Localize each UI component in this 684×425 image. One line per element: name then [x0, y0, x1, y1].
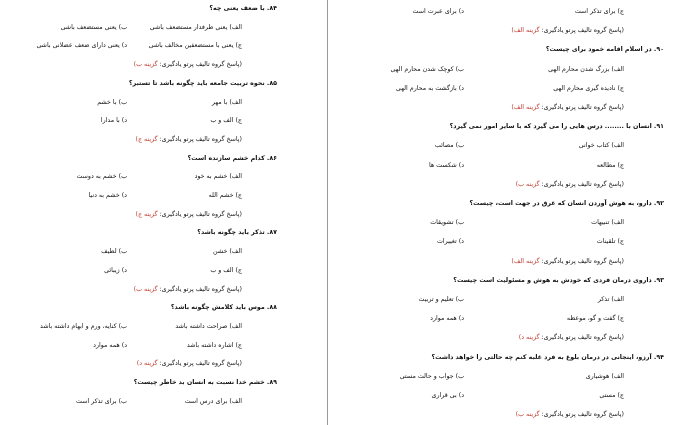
option-left: د) بازگشت به محارم الهی: [395, 84, 464, 92]
option-left: د) یعنی دارای ضعف عضلانی باشی: [36, 42, 127, 50]
option-left: ب) تشویقات: [430, 219, 464, 227]
answer-prefix: (پاسخ گروه تالیف پرتو یادگیری:: [159, 285, 242, 293]
option-right: ج) نادیده گیری محارم الهی: [553, 84, 624, 92]
option-left: ب) یعنی مستضعف باشی: [60, 23, 127, 31]
question: ۸۴. با ضعف یعنی چه؟: [209, 5, 277, 12]
answer-line: [137, 358, 242, 370]
option-right: ج) الف و ب: [210, 117, 242, 125]
option-left: ب) برای تذکر است: [75, 397, 127, 405]
answer-prefix: (پاسخ گروه تالیف پرتو یادگیری:: [541, 104, 624, 111]
option-left: ب) کنایه، ورم و ابهام داشته باشد: [40, 322, 127, 330]
answer-prefix: (پاسخ گروه تالیف پرتو یادگیری:: [159, 210, 242, 218]
answer-key: گزینه د): [518, 334, 542, 342]
answer-line: [516, 409, 624, 421]
question: ۸۵. نحوه تربیت جامعه باید چگونه باشد تا تستبر؟: [128, 79, 277, 87]
option-right: ج) گفت و گو، موعظه: [566, 315, 624, 323]
page-divider: [327, 0, 328, 425]
answer-key: گزینه الف): [511, 27, 542, 35]
option-right: الف) با مهر: [211, 98, 242, 106]
option-right: الف) تنبیهات: [591, 219, 624, 227]
answer-key: گزینه ب): [515, 411, 542, 419]
option-right: الف) برای درس است: [184, 397, 242, 405]
answer-prefix: (پاسخ گروه تالیف پرتو یادگیری:: [541, 334, 624, 342]
option-left: د) بی قراری: [431, 392, 464, 399]
right-page: [332, 0, 684, 425]
option-right: ج) مستی: [599, 392, 624, 399]
answer-prefix: (پاسخ گروه تالیف پرتو یادگیری:: [159, 61, 242, 69]
question: ۹۰. در اسلام اقامه خمود برای چیست؟: [545, 46, 664, 54]
question: ۸۷. تذکر باید چگونه باشد؟: [197, 229, 277, 237]
option-left: ب) تعلیم و تربیت: [418, 296, 464, 303]
option-right: ج) مطالعه: [596, 161, 624, 169]
answer-key: گزینه ب): [515, 180, 542, 188]
option-right: ج) تلقینات: [596, 238, 624, 246]
option-right: ج) اشاره داشته باشد: [186, 341, 242, 349]
option-left: د) برای عبرت است: [412, 8, 464, 15]
answer-prefix: (پاسخ گروه تالیف پرتو یادگیری:: [541, 180, 624, 188]
option-left: د) همه موارد: [93, 341, 127, 349]
option-right: الف) تذکر: [597, 296, 624, 303]
option-right: الف) خشن: [213, 248, 242, 256]
question: ۸۸. موس باید کلامش چگونه باشد؟: [170, 304, 277, 312]
question: ۸۶. کدام خشم سازنده است؟: [187, 154, 277, 162]
option-left: ب) جواب و حالت مستی: [399, 372, 464, 380]
answer-line: [136, 134, 242, 146]
answer-line: [519, 332, 624, 344]
answer-line: [516, 179, 624, 191]
option-left: د) همه موارد: [430, 315, 464, 323]
answer-line: [511, 102, 624, 114]
answer-key: گزینه الف): [511, 257, 542, 265]
answer-line: [511, 256, 624, 268]
answer-key: گزینه ج): [135, 135, 160, 143]
option-left: ب) خشم به دوست: [76, 173, 127, 181]
question: ۸۹. خشم خدا نسبت به انسان بد خاطر چیست؟: [133, 379, 277, 386]
option-left: د) زیبائی: [104, 266, 127, 274]
option-right: الف) خشم به خود: [194, 173, 242, 181]
answer-prefix: (پاسخ گروه تالیف پرتو یادگیری:: [159, 135, 242, 143]
option-left: ب) کوچک شدن محارم الهی: [390, 65, 464, 73]
answer-line: [134, 284, 242, 296]
option-left: د) تغییرات: [436, 238, 464, 246]
option-left: ب) مصائب: [434, 142, 464, 150]
answer-key: گزینه ب): [133, 285, 160, 293]
option-right: ج) برای تذکر است: [574, 8, 624, 15]
answer-key: گزینه ب): [133, 61, 160, 69]
option-left: د) با مدارا: [100, 117, 127, 125]
question: ۹۳. داروی درمان فردی که خودش به هوش و مسئولیت است چیست؟: [453, 276, 664, 284]
answer-line: [134, 59, 242, 71]
option-left: ب) لطیف: [101, 248, 127, 256]
option-right: الف) هوشیاری: [585, 372, 624, 380]
option-right: ج) الف و ب: [210, 266, 242, 274]
option-right: ج) خشم الله: [208, 192, 242, 199]
left-page: [0, 0, 322, 425]
option-right: الف) کتاب خوانی: [578, 142, 624, 150]
option-right: الف) یعنی طرفدار مستضعف باشی: [149, 23, 242, 31]
option-right: الف) بزرگ شدن محارم الهی: [548, 65, 624, 73]
option-left: د) شکست ها: [428, 161, 464, 169]
option-left: ب) با خشم: [97, 98, 127, 106]
answer-key: گزینه الف): [511, 104, 542, 111]
answer-line: [511, 25, 624, 37]
option-right: ج) یعنی با مستضعفین مخالف باشی: [148, 42, 242, 50]
answer-key: گزینه د): [136, 360, 160, 368]
answer-prefix: (پاسخ گروه تالیف پرتو یادگیری:: [541, 27, 624, 35]
question: ۹۲. دارو، به هوش آوردن انسان که غرق در جهت است، چیست؟: [469, 200, 664, 207]
answer-prefix: (پاسخ گروه تالیف پرتو یادگیری:: [159, 360, 242, 368]
option-left: د) خشم به دنیا: [88, 192, 127, 199]
question: ۹۴. آرزو، اینجانی در درمان بلوغ به فرد غلبه کنم چه حالتی را خواهد داشت؟: [431, 353, 664, 361]
answer-key: گزینه ج): [135, 210, 160, 218]
option-right: الف) صراحت داشته باشد: [175, 322, 242, 330]
answer-prefix: (پاسخ گروه تالیف پرتو یادگیری:: [541, 411, 624, 419]
answer-prefix: (پاسخ گروه تالیف پرتو یادگیری:: [541, 257, 624, 265]
answer-line: [136, 209, 242, 221]
question: ۹۱. انسان با ........ درس هایی را می گیرد که با سایر امور نمی گیرد؟: [449, 123, 664, 131]
